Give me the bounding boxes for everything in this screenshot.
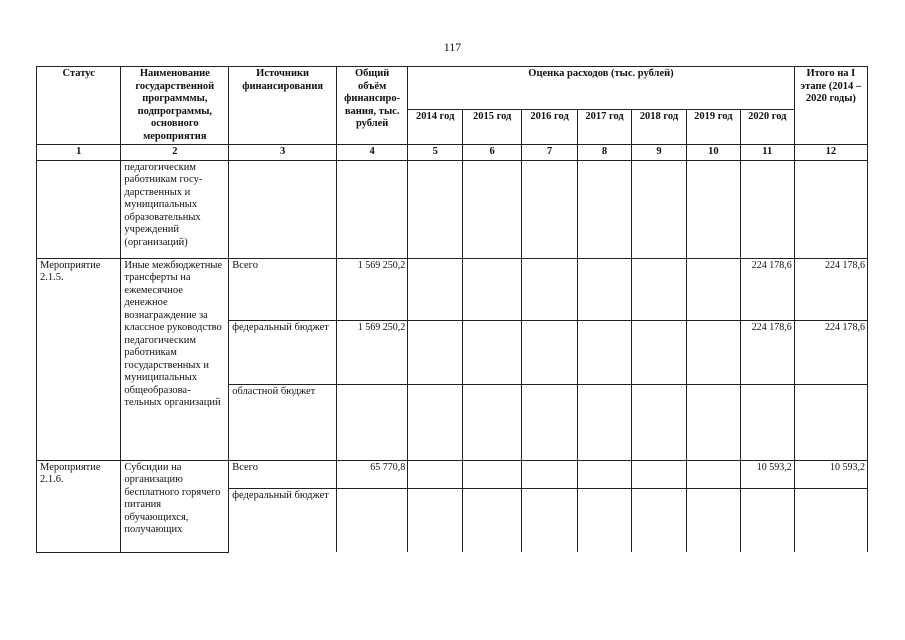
year-2019: 2019 год bbox=[686, 110, 740, 145]
total-cell: 1 569 250,2 bbox=[337, 258, 408, 320]
col-num: 7 bbox=[522, 145, 578, 161]
year-2020-cell: 10 593,2 bbox=[740, 460, 794, 488]
col-num: 6 bbox=[463, 145, 522, 161]
status-cell bbox=[37, 160, 121, 258]
stage-total-cell: 10 593,2 bbox=[794, 460, 867, 488]
col-num: 5 bbox=[408, 145, 463, 161]
year-2020-cell bbox=[740, 488, 794, 552]
header-total: Общий объём финансиро-вания, тыс. рублей bbox=[337, 67, 408, 145]
header-sources: Источники финансирования bbox=[229, 67, 337, 145]
year-2015: 2015 год bbox=[463, 110, 522, 145]
year-2016: 2016 год bbox=[522, 110, 578, 145]
year-2020-cell: 224 178,6 bbox=[740, 320, 794, 384]
name-cell: педагогическим работникам госу-дарственных и муниципальных образовательных учреждений (организаций) bbox=[121, 160, 229, 258]
column-numbers-row bbox=[37, 145, 868, 161]
stage-total-cell bbox=[794, 488, 867, 552]
year-2018: 2018 год bbox=[631, 110, 686, 145]
source-cell: областной бюджет bbox=[229, 384, 337, 460]
col-num: 4 bbox=[337, 145, 408, 161]
year-2017: 2017 год bbox=[578, 110, 632, 145]
col-num: 9 bbox=[631, 145, 686, 161]
col-num: 8 bbox=[578, 145, 632, 161]
header-row bbox=[37, 67, 868, 110]
table-row bbox=[37, 460, 868, 488]
total-cell: 1 569 250,2 bbox=[337, 320, 408, 384]
col-num: 11 bbox=[740, 145, 794, 161]
year-2020: 2020 год bbox=[740, 110, 794, 145]
col-num: 1 bbox=[37, 145, 121, 161]
name-cell: Субсидии на организацию бесплатного горячего питания обучающихся, получающих bbox=[121, 460, 229, 552]
page-number: 117 bbox=[443, 40, 462, 54]
header-name: Наименование государственной программмы, подпрограммы, основного мероприятия bbox=[121, 67, 229, 145]
source-cell: Всего bbox=[229, 460, 337, 488]
table-row bbox=[37, 258, 868, 320]
stage-total-cell: 224 178,6 bbox=[794, 320, 867, 384]
header-status: Статус bbox=[37, 67, 121, 145]
header-stage-total: Итого на I этапе (2014 – 2020 годы) bbox=[794, 67, 867, 145]
status-cell: Мероприятие 2.1.6. bbox=[37, 460, 121, 552]
source-cell: федеральный бюджет bbox=[229, 488, 337, 552]
total-cell: 65 770,8 bbox=[337, 460, 408, 488]
year-2020-cell bbox=[740, 384, 794, 460]
total-cell bbox=[337, 384, 408, 460]
name-cell: Иные межбюджетные трансферты на ежемесячное денежное вознаграждение за классное руководство педагогическим работникам государственных и муниципальных общеобразова-тельных организаций bbox=[121, 258, 229, 460]
total-cell bbox=[337, 488, 408, 552]
col-num: 10 bbox=[686, 145, 740, 161]
status-cell: Мероприятие 2.1.5. bbox=[37, 258, 121, 460]
header-estimate: Оценка расходов (тыс. рублей) bbox=[408, 67, 794, 110]
col-num: 2 bbox=[121, 145, 229, 161]
source-cell: федеральный бюджет bbox=[229, 320, 337, 384]
stage-total-cell bbox=[794, 384, 867, 460]
source-cell: Всего bbox=[229, 258, 337, 320]
table-row bbox=[37, 160, 868, 258]
col-num: 3 bbox=[229, 145, 337, 161]
year-2020-cell: 224 178,6 bbox=[740, 258, 794, 320]
col-num: 12 bbox=[794, 145, 867, 161]
year-2014: 2014 год bbox=[408, 110, 463, 145]
expenditure-table bbox=[36, 66, 868, 553]
stage-total-cell: 224 178,6 bbox=[794, 258, 867, 320]
